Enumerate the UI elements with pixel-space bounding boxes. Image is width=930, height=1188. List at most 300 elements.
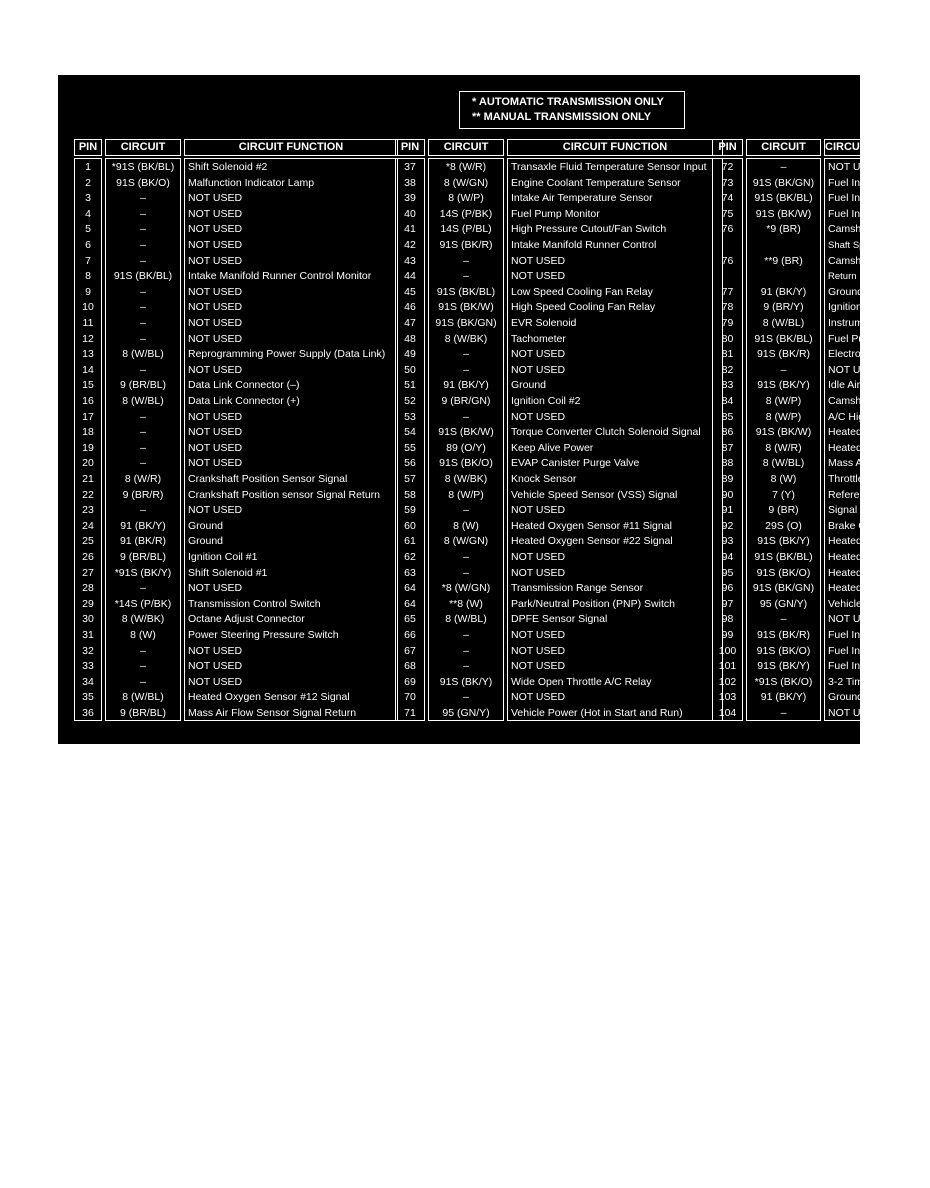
pin-number: 99 <box>721 629 734 641</box>
circuit-function: NOT USED <box>188 317 243 329</box>
table-row <box>74 581 398 597</box>
circuit-function: NOT USED <box>188 254 243 267</box>
pin-number: 44 <box>404 270 416 283</box>
circuit-function: Signal <box>828 504 858 517</box>
circuit-function: Intake Air Temperature Sensor <box>511 192 653 205</box>
circuit-function: Ground <box>188 535 224 548</box>
circuit-function: Crankshaft Position Sensor Signal <box>188 473 348 485</box>
circuit-function: Heated Oxygen Sensor #11 Signal <box>511 519 672 532</box>
circuit-function: Park/Neutral Position (PNP) Switch <box>511 597 675 610</box>
circuit-code: 91S (BK/W) <box>755 426 812 439</box>
circuit-code: – <box>463 566 469 579</box>
table-row <box>395 628 723 644</box>
connector-pinout-panel <box>58 75 930 744</box>
table-row <box>395 378 723 394</box>
table-row <box>712 160 884 176</box>
table-row <box>712 612 884 628</box>
circuit-function: Camshaft <box>828 395 873 407</box>
circuit-code: 91 (BK/Y) <box>760 285 807 298</box>
table-row <box>712 410 884 426</box>
pin-number: 66 <box>404 629 416 641</box>
pin-number: 57 <box>404 473 416 485</box>
pin-number: 30 <box>82 613 94 626</box>
circuit-code: – <box>140 675 146 688</box>
circuit-function: NOT USED <box>511 363 566 376</box>
circuit-function: NOT USED <box>511 629 566 641</box>
circuit-code: *9 (BR) <box>766 223 801 236</box>
table-row <box>395 222 723 238</box>
circuit-code: 9 (BR) <box>768 504 799 517</box>
pin-number: 94 <box>721 551 734 563</box>
circuit-code: 8 (W/BL) <box>445 613 487 626</box>
circuit-function: NOT USED <box>188 207 243 220</box>
pin-number: 100 <box>718 644 737 657</box>
pin-number: 96 <box>721 582 734 595</box>
circuit-function: Fuel Injector <box>828 644 886 657</box>
circuit-code: 8 (W/BK) <box>121 613 165 626</box>
circuit-code: 8 (W/BL) <box>122 348 164 361</box>
table-row <box>74 238 398 254</box>
table-row <box>74 690 398 706</box>
table-row <box>395 488 723 504</box>
table-row <box>395 456 723 472</box>
circuit-function: Mass Air Flow Sensor Signal Return <box>188 707 357 719</box>
circuit-code: 8 (W/R) <box>765 441 802 454</box>
pin-number: 64 <box>404 597 416 610</box>
circuit-function: Ground <box>828 691 864 704</box>
circuit-code: – <box>140 301 146 314</box>
circuit-header: CIRCUIT <box>105 139 181 156</box>
circuit-function: Camshaft <box>828 223 873 236</box>
pin-number: 34 <box>82 675 94 688</box>
pin-number: 84 <box>721 395 734 407</box>
circuit-code: 8 (W/P) <box>765 395 802 407</box>
circuit-function: Heated <box>828 535 862 548</box>
circuit-function: NOT USED <box>511 551 566 563</box>
table-row <box>712 675 884 691</box>
table-row <box>74 456 398 472</box>
circuit-function: Electronic <box>828 348 875 361</box>
pin-number: 48 <box>404 332 416 345</box>
circuit-function: Power Steering Pressure Switch <box>188 629 339 641</box>
pin-number: 82 <box>721 363 734 376</box>
table-row <box>74 503 398 519</box>
circuit-function: EVAP Canister Purge Valve <box>511 457 640 470</box>
circuit-function: NOT USED <box>188 582 243 595</box>
pin-number: 7 <box>85 254 91 267</box>
pin-number: 63 <box>404 566 416 579</box>
table-row <box>395 160 723 176</box>
pin-number: 97 <box>721 597 734 610</box>
table-row <box>712 378 884 394</box>
circuit-code: *14S (P/BK) <box>114 597 172 610</box>
circuit-code: 91S (BK/GN) <box>752 176 815 189</box>
circuit-function: Ignition Coil #2 <box>511 395 581 407</box>
table-row <box>74 347 398 363</box>
circuit-function: Heated <box>828 426 862 439</box>
circuit-function: NOT USED <box>188 426 243 439</box>
table-row <box>395 316 723 332</box>
table-row <box>712 300 884 316</box>
circuit-function: Heated <box>828 566 862 579</box>
circuit-code: – <box>463 691 469 704</box>
pin-number: 72 <box>721 161 734 173</box>
pin-number: 46 <box>404 301 416 314</box>
circuit-code: 8 (W/BL) <box>122 691 164 704</box>
circuit-function: NOT USED <box>511 691 566 704</box>
circuit-function: Ground <box>828 285 864 298</box>
pin-number: 89 <box>721 473 734 485</box>
table-row <box>712 222 884 238</box>
pin-number: 85 <box>721 410 734 423</box>
pin-number: 95 <box>721 566 734 579</box>
pin-number: 51 <box>404 379 416 392</box>
pin-number: 1 <box>85 161 91 173</box>
circuit-code: – <box>140 441 146 454</box>
table-row <box>395 332 723 348</box>
circuit-function: 3-2 Timing <box>828 675 878 688</box>
circuit-code: – <box>463 348 469 361</box>
circuit-code: – <box>140 332 146 345</box>
circuit-function: Fuel Injector <box>828 192 886 205</box>
pin-number: 37 <box>404 161 416 173</box>
pin-number: 91 <box>721 504 734 517</box>
pin-number: 45 <box>404 285 416 298</box>
circuit-code: 91S (BK/BL) <box>436 285 496 298</box>
circuit-code: 91S (BK/R) <box>439 239 493 251</box>
circuit-function: NOT USED <box>188 410 243 423</box>
table-row <box>712 519 884 535</box>
circuit-function: Shift Solenoid #2 <box>188 161 268 173</box>
table-row <box>712 690 884 706</box>
pin-number: 9 <box>85 285 91 298</box>
circuit-function: NOT USED <box>188 332 243 345</box>
circuit-function: Camshaft <box>828 254 873 267</box>
table-row <box>712 441 884 457</box>
circuit-function: Mass Air <box>828 457 869 470</box>
pin-number: 92 <box>721 519 734 532</box>
circuit-function: Idle Air <box>828 379 861 392</box>
pin-number: 73 <box>721 176 734 189</box>
circuit-function: Octane Adjust Connector <box>188 613 305 626</box>
pin-number: 60 <box>404 519 416 532</box>
pin-number: 101 <box>718 660 737 673</box>
table-row <box>712 659 884 675</box>
pin-number: 19 <box>82 441 94 454</box>
pin-number: 17 <box>82 410 94 423</box>
table-row <box>74 269 398 285</box>
pin-number: 28 <box>82 582 94 595</box>
table-row <box>395 659 723 675</box>
transmission-legend-box <box>459 91 685 129</box>
table-row <box>74 472 398 488</box>
circuit-function: NOT USED <box>188 285 243 298</box>
circuit-code: 89 (O/Y) <box>446 441 486 454</box>
circuit-function: Vehicle Speed Sensor (VSS) Signal <box>511 488 678 501</box>
circuit-function: Shift Solenoid #1 <box>188 566 268 579</box>
circuit-code: 8 (W/GN) <box>443 176 489 189</box>
circuit-function: Fuel Pump Monitor <box>511 207 600 220</box>
circuit-code: 8 (W/R) <box>124 473 162 485</box>
pin-number: 87 <box>721 441 734 454</box>
circuit-code: 91S (BK/R) <box>756 348 811 361</box>
table-row <box>712 269 884 285</box>
table-row <box>74 160 398 176</box>
circuit-function: Vehicle <box>828 597 862 610</box>
pinout-group-3 <box>712 139 930 721</box>
circuit-code: 8 (W/BL) <box>762 317 805 329</box>
table-row <box>712 581 884 597</box>
table-row <box>712 503 884 519</box>
pin-number: 56 <box>404 457 416 470</box>
circuit-code: – <box>140 660 146 673</box>
circuit-code: 9 (BR/GN) <box>441 395 491 407</box>
table-row <box>712 566 884 582</box>
table-row <box>74 254 398 270</box>
pin-number: 38 <box>404 176 416 189</box>
circuit-code: 91S (BK/BL) <box>754 192 813 205</box>
legend-manual: ** MANUAL TRANSMISSION ONLY <box>472 111 652 123</box>
circuit-code: 91S (BK/Y) <box>757 660 810 673</box>
circuit-code: – <box>140 410 146 423</box>
pin-number: 2 <box>85 176 91 189</box>
table-row <box>395 191 723 207</box>
circuit-code: *91S (BK/O) <box>754 675 813 688</box>
circuit-code: – <box>463 410 469 423</box>
table-row <box>395 176 723 192</box>
circuit-code: 91S (BK/O) <box>756 644 811 657</box>
circuit-code: – <box>140 457 146 470</box>
table-row <box>712 254 884 270</box>
pin-number: 52 <box>404 395 416 407</box>
table-row <box>74 488 398 504</box>
pin-number: 68 <box>404 660 416 673</box>
circuit-code: 91S (BK/O) <box>756 566 811 579</box>
circuit-code: **9 (BR) <box>764 254 803 267</box>
circuit-code: 8 (W) <box>130 629 156 641</box>
pin-number: 88 <box>721 457 734 470</box>
pin-number: 23 <box>82 504 94 517</box>
circuit-code: 91S (BK/BL) <box>754 551 813 563</box>
table-row <box>74 706 398 722</box>
circuit-code: 91 (BK/Y) <box>120 519 166 532</box>
circuit-function: NOT USED <box>188 239 243 251</box>
pin-number: 13 <box>82 348 94 361</box>
circuit-function: DPFE Sensor Signal <box>511 613 608 626</box>
pin-number: 83 <box>721 379 734 392</box>
circuit-code: 91S (BK/W) <box>438 426 494 439</box>
circuit-function: Ignition <box>828 301 862 314</box>
table-row <box>712 363 884 379</box>
pin-number: 102 <box>718 675 737 688</box>
circuit-function: Instrument <box>828 317 878 329</box>
pin-number: 90 <box>721 488 734 501</box>
circuit-code: – <box>463 629 469 641</box>
table-row <box>712 488 884 504</box>
pin-header: PIN <box>74 139 102 156</box>
table-row <box>395 534 723 550</box>
table-row <box>712 550 884 566</box>
table-row <box>395 425 723 441</box>
pin-number: 93 <box>721 535 734 548</box>
pin-number: 76 <box>721 254 734 267</box>
circuit-code: – <box>140 207 146 220</box>
function-header: CIRCUIT FUNCTION <box>184 139 398 156</box>
circuit-code: 91S (BK/W) <box>755 207 812 220</box>
table-row <box>395 363 723 379</box>
table-row <box>74 378 398 394</box>
table-row <box>395 285 723 301</box>
circuit-function: Fuel Injector <box>828 207 886 220</box>
circuit-function: Heated <box>828 582 862 595</box>
table-row <box>74 300 398 316</box>
circuit-code: 91S (BK/Y) <box>757 535 810 548</box>
pin-number: 58 <box>404 488 416 501</box>
pin-number: 71 <box>404 707 416 719</box>
circuit-code: 91S (BK/GN) <box>752 582 815 595</box>
circuit-function: Malfunction Indicator Lamp <box>188 176 315 189</box>
circuit-function: Knock Sensor <box>511 473 577 485</box>
table-row <box>74 191 398 207</box>
pin-number: 59 <box>404 504 416 517</box>
pin-number: 50 <box>404 363 416 376</box>
circuit-function: High Pressure Cutout/Fan Switch <box>511 223 667 236</box>
table-row <box>74 425 398 441</box>
table-row <box>712 176 884 192</box>
pin-number: 67 <box>404 644 416 657</box>
circuit-function: Transaxle Fluid Temperature Sensor Input <box>511 161 707 173</box>
pin-number: 26 <box>82 551 94 563</box>
circuit-code: – <box>463 254 469 267</box>
pin-number: 74 <box>721 192 734 205</box>
circuit-code: – <box>463 644 469 657</box>
circuit-code: – <box>140 192 146 205</box>
pin-number: 21 <box>82 473 94 485</box>
circuit-code: *91S (BK/Y) <box>114 566 172 579</box>
circuit-function: Reference <box>828 488 877 501</box>
table-row <box>712 597 884 613</box>
circuit-function: NOT USED <box>511 348 566 361</box>
table-row <box>395 503 723 519</box>
table-row <box>395 410 723 426</box>
circuit-function: Fuel Injector <box>828 176 886 189</box>
pin-number: 31 <box>82 629 94 641</box>
circuit-function: Crankshaft Position sensor Signal Return <box>188 488 381 501</box>
circuit-code: – <box>140 363 146 376</box>
circuit-code: 14S (P/BL) <box>440 223 492 236</box>
legend-automatic: * AUTOMATIC TRANSMISSION ONLY <box>472 96 664 108</box>
pinout-group-2 <box>395 139 723 721</box>
pin-number: 39 <box>404 192 416 205</box>
pin-number: 33 <box>82 660 94 673</box>
circuit-function: Intake Manifold Runner Control <box>511 239 657 251</box>
table-row <box>712 285 884 301</box>
circuit-code: *91S (BK/BL) <box>111 161 175 173</box>
table-row <box>395 690 723 706</box>
pin-number: 55 <box>404 441 416 454</box>
circuit-code: 9 (BR/BL) <box>119 379 167 392</box>
circuit-function: NOT USED <box>188 644 243 657</box>
circuit-code: *8 (W/GN) <box>441 582 491 595</box>
pin-number: 65 <box>404 613 416 626</box>
circuit-code: – <box>463 551 469 563</box>
table-row <box>395 566 723 582</box>
table-row <box>395 254 723 270</box>
circuit-function: Data Link Connector (+) <box>188 395 300 407</box>
pin-number: 24 <box>82 519 94 532</box>
pin-number: 3 <box>85 192 91 205</box>
circuit-code: **8 (W) <box>449 597 483 610</box>
circuit-function: Fuel Injector <box>828 629 886 641</box>
table-row <box>74 519 398 535</box>
pin-number: 61 <box>404 535 416 548</box>
pin-number: 76 <box>721 223 734 236</box>
circuit-code: 9 (BR/BL) <box>119 551 167 563</box>
table-row <box>74 222 398 238</box>
table-row <box>74 363 398 379</box>
circuit-code: 8 (W/BL) <box>122 395 164 407</box>
circuit-code: 95 (GN/Y) <box>759 597 808 610</box>
circuit-function: Vehicle Power (Hot in Start and Run) <box>511 707 683 719</box>
circuit-code: – <box>463 504 469 517</box>
pin-number: 22 <box>82 488 94 501</box>
table-row <box>74 659 398 675</box>
circuit-code: – <box>140 426 146 439</box>
circuit-code: 8 (W) <box>453 519 479 532</box>
table-row <box>712 347 884 363</box>
pin-number: 6 <box>85 239 91 251</box>
circuit-function: Data Link Connector (–) <box>188 379 300 392</box>
table-row <box>74 675 398 691</box>
pin-number: 49 <box>404 348 416 361</box>
pin-number: 70 <box>404 691 416 704</box>
pin-number: 40 <box>404 207 416 220</box>
circuit-function: NOT USED <box>188 441 243 454</box>
circuit-code: – <box>140 239 146 251</box>
circuit-function: Reprogramming Power Supply (Data Link) <box>188 348 386 361</box>
circuit-function: NOT USED <box>188 504 243 517</box>
circuit-function: Heated <box>828 441 862 454</box>
circuit-function: NOT USED <box>188 363 243 376</box>
pin-header: PIN <box>712 139 743 156</box>
circuit-function: NOT USED <box>828 707 883 719</box>
table-row <box>712 238 884 254</box>
pin-number: 4 <box>85 207 91 220</box>
circuit-code: 91S (BK/O) <box>116 176 170 189</box>
circuit-function: NOT USED <box>188 660 243 673</box>
circuit-code: – <box>140 504 146 517</box>
table-row <box>74 176 398 192</box>
circuit-code <box>746 269 821 285</box>
table-row <box>712 456 884 472</box>
table-row <box>74 207 398 223</box>
circuit-function: Engine Coolant Temperature Sensor <box>511 176 681 189</box>
circuit-code: – <box>140 317 146 329</box>
circuit-function: Tachometer <box>511 332 566 345</box>
table-row <box>395 269 723 285</box>
pin-number <box>712 238 743 254</box>
circuit-header: CIRCUIT <box>428 139 504 156</box>
pin-number: 103 <box>718 691 737 704</box>
circuit-code: 9 (BR/BL) <box>119 707 167 719</box>
table-row <box>395 207 723 223</box>
pin-number: 79 <box>721 317 734 329</box>
circuit-function: NOT USED <box>511 410 566 423</box>
circuit-code: – <box>463 660 469 673</box>
table-row <box>395 675 723 691</box>
circuit-code: 9 (BR/R) <box>122 488 164 501</box>
circuit-code: 9 (BR/Y) <box>763 301 804 314</box>
